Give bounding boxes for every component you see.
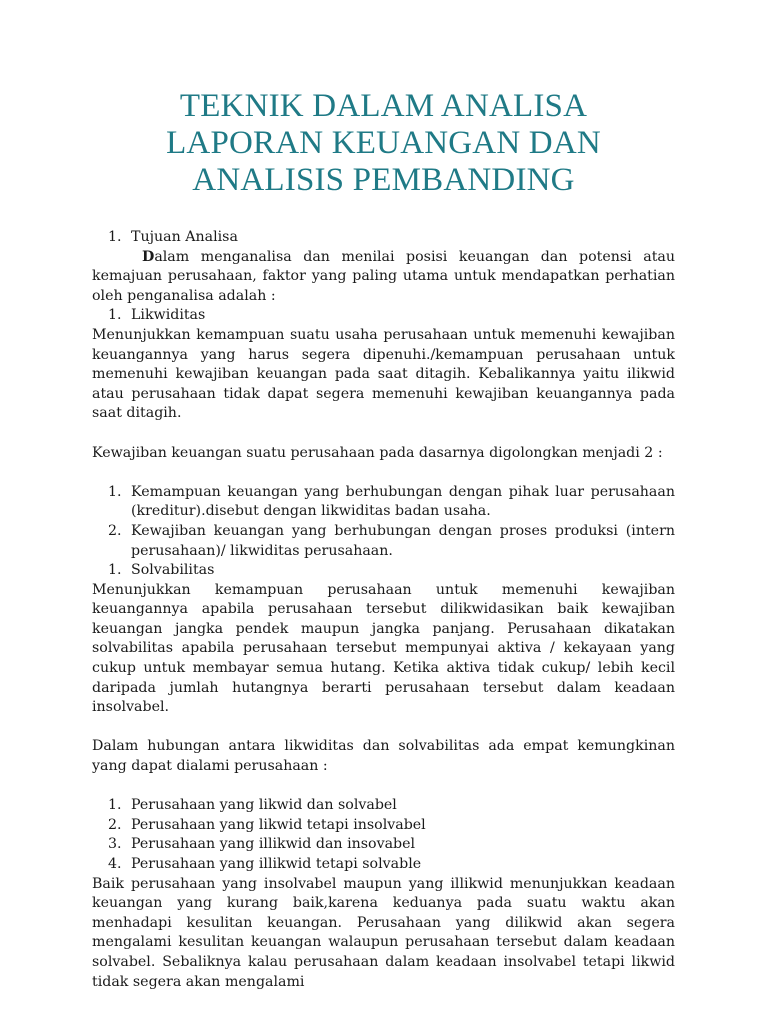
list-item-text: Perusahaan yang illikwid tetapi solvable bbox=[131, 856, 422, 872]
list-item bbox=[92, 796, 675, 816]
list-number: 1. bbox=[108, 229, 122, 245]
drop-initial: D bbox=[142, 248, 155, 265]
list-number: 2. bbox=[108, 522, 122, 539]
closing-paragraph: Baik perusahaan yang insolvabel maupun yang illikwid menunjukkan keadaan keuangan yang kurang baik,karena keduanya pada suatu waktu akan menhadapi kesulitan keuangan. Perusahaan yang dilikwid akan segera mengalami kesulitan keuangan walaupun perusahaan tersebut dalam keadaan solvabel. Sebaliknya kalau perusahaan dalam keadaan insolvabel tetapi likwid tidak segera akan mengalami bbox=[92, 875, 675, 990]
document-title bbox=[92, 88, 675, 199]
list-item-text: Perusahaan yang likwid dan solvabel bbox=[131, 797, 397, 814]
title-line-2: LAPORAN KEUANGAN DAN bbox=[166, 125, 601, 161]
spacer bbox=[92, 463, 675, 483]
document-body bbox=[92, 228, 675, 992]
list-number: 1. bbox=[108, 562, 122, 579]
list-item-text: Perusahaan yang likwid tetapi insolvabel bbox=[131, 816, 426, 833]
subsection-heading: Likwiditas bbox=[131, 307, 206, 324]
list-item-text: Kemampuan keuangan yang berhubungan dengan pihak luar perusahaan (kreditur).disebut dengan likwiditas badan usaha. bbox=[131, 483, 675, 520]
list-number: 1. bbox=[108, 797, 122, 814]
list-item bbox=[92, 835, 675, 855]
list-item bbox=[92, 483, 675, 522]
list-number: 3. bbox=[108, 836, 122, 853]
document-page bbox=[92, 0, 675, 992]
list-item bbox=[92, 522, 675, 561]
kemungkinan-list bbox=[92, 796, 675, 874]
list-number: 1. bbox=[108, 307, 122, 324]
spacer bbox=[92, 718, 675, 738]
kemungkinan-intro: Dalam hubungan antara likwiditas dan solvabilitas ada empat kemungkinan yang dapat dialami perusahaan : bbox=[92, 738, 675, 775]
kewajiban-list bbox=[92, 483, 675, 581]
spacer bbox=[92, 424, 675, 444]
subsection-list bbox=[92, 306, 675, 326]
subsection-heading: Solvabilitas bbox=[131, 562, 215, 579]
subsection-likwiditas bbox=[92, 306, 675, 326]
list-item-text: Perusahaan yang illikwid dan insovabel bbox=[131, 836, 416, 853]
intro-text: alam menganalisa dan menilai posisi keuangan dan potensi atau kemajuan perusahaan, faktor yang paling utama untuk mendapatkan perhatian oleh penganalisa adalah : bbox=[92, 248, 675, 304]
list-item bbox=[92, 816, 675, 836]
subsection-solvabilitas bbox=[92, 561, 675, 581]
intro-paragraph bbox=[92, 248, 675, 307]
list-item-text: Kewajiban keuangan yang berhubungan dengan proses produksi (intern perusahaan)/ likwiditas perusahaan. bbox=[131, 522, 675, 559]
list-number: 2. bbox=[108, 816, 122, 833]
spacer bbox=[92, 777, 675, 797]
list-number: 1. bbox=[108, 483, 122, 500]
section-heading: Tujuan Analisa bbox=[131, 229, 238, 245]
list-item bbox=[92, 855, 675, 875]
section-tujuan-analisa bbox=[92, 228, 675, 248]
title-line-1: TEKNIK DALAM ANALISA bbox=[179, 88, 588, 124]
kewajiban-intro: Kewajiban keuangan suatu perusahaan pada dasarnya digolongkan menjadi 2 : bbox=[92, 444, 663, 461]
likwiditas-definition: Menunjukkan kemampuan suatu usaha perusahaan untuk memenuhi kewajiban keuangannya yang harus segera dipenuhi./kemampuan perusahaan untuk memenuhi kewajiban keuangan pada saat ditagih. Kebalikannya yaitu ilikwid atau perusahaan tidak dapat segera memenuhi kewajiban keuangannya pada saat ditagih. bbox=[92, 326, 675, 422]
section-list bbox=[92, 228, 675, 248]
title-line-3: ANALISIS PEMBANDING bbox=[192, 162, 575, 198]
list-number: 4. bbox=[108, 856, 122, 872]
solvabilitas-definition: Menunjukkan kemampuan perusahaan untuk memenuhi kewajiban keuangannya apabila perusahaan tersebut dilikwidasikan baik kewajiban keuangan jangka pendek maupun jangka panjang. Perusahaan dikatakan solvabilitas apabila perusahaan tersebut mempunyai aktiva / kekayaan yang cukup untuk membayar semua hutang. Ketika aktiva tidak cukup/ lebih kecil daripada jumlah hutangnya berarti perusahaan tersebut dalam keadaan insolvabel. bbox=[92, 581, 675, 716]
